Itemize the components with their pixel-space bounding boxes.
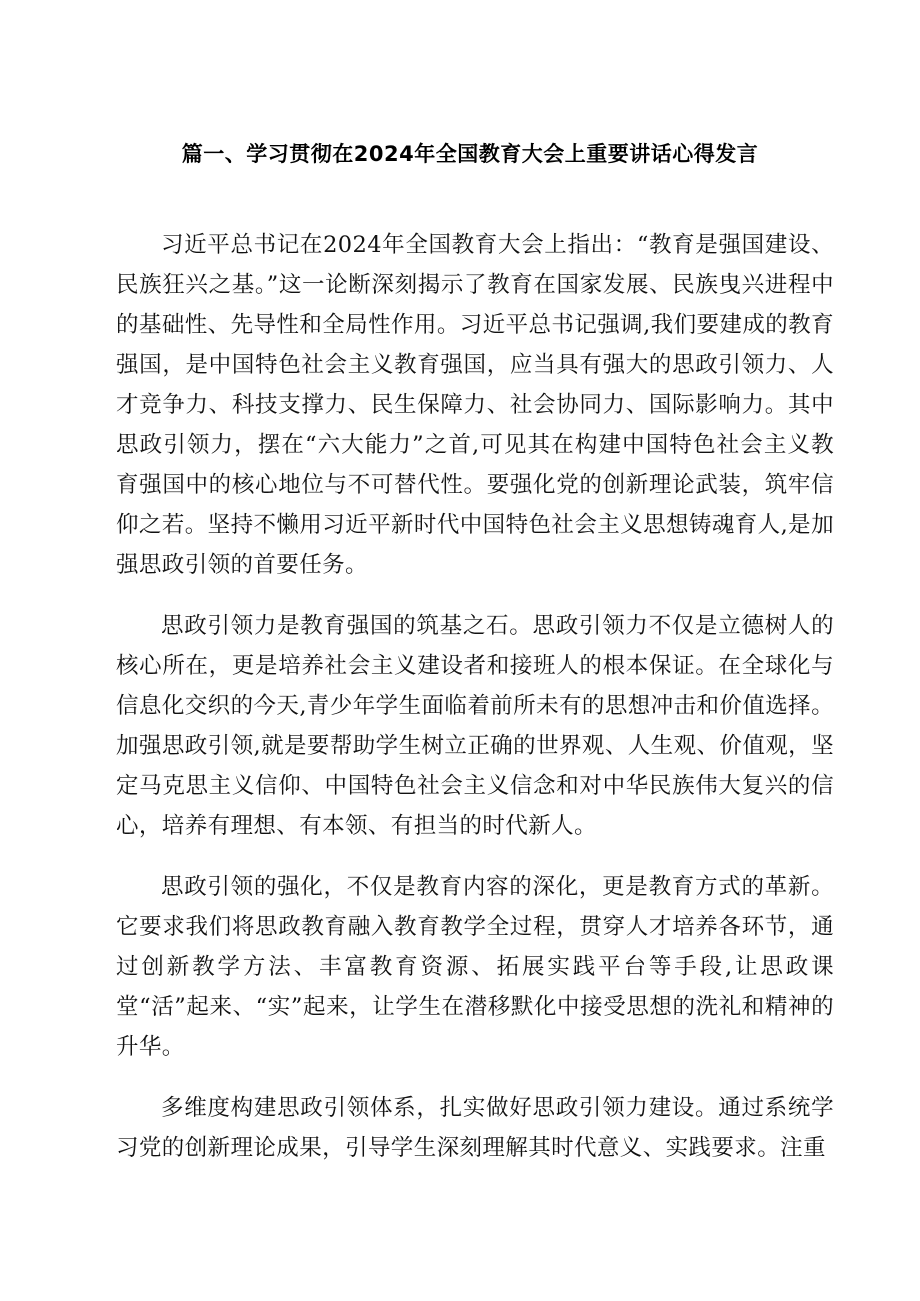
paragraph-1: 习近平总书记在2024年全国教育大会上指出：“教育是强国建设、民族狂兴之基。”这一论断深刻揭示了教育在国家发展、民族曳兴进程中的基础性、先导性和全局性作用。习近平总书记强调,我们要建成的教育强国，是中国特色社会主义教育强国，应当具有强大的思政引领力、人才竞争力、科技支撑力、民生保障力、社会协同力、国际影响力。其中思政引领力，摆在“六大能力”之首,可见其在构建中国特色社会主义教育强国中的核心地位与不可替代性。要强化党的创新理论武装，筑牢信仰之若。坚持不懒用习近平新时代中国特色社会主义思想铸魂育人,是加强思政引领的首要任务。	[116, 232, 834, 578]
paragraph-3: 思政引领的强化，不仅是教育内容的深化，更是教育方式的革新。它要求我们将思政教育融入教育教学全过程，贯穿人才培养各环节，通过创新教学方法、丰富教育资源、拓展实践平台等手段,让思政课堂“活”起来、“实”起来，让学生在潜移默化中接受思想的洗礼和精神的升华。	[116, 874, 834, 1060]
document-title: 篇一、学习贯彻在2024年全国教育大会上重要讲话心得发言	[181, 142, 759, 166]
paragraph-4: 多维度构建思政引领体系，扎实做好思政引领力建设。通过系统学习党的创新理论成果，引导学生深刻理解其时代意义、实践要求。注重	[116, 1095, 834, 1161]
paragraph-2: 思政引领力是教育强国的筑基之石。思政引领力不仅是立德树人的核心所在，更是培养社会主义建设者和接班人的根本保证。在全球化与信息化交织的今天,青少年学生面临着前所未有的思想冲击和价值选择。加强思政引领,就是要帮助学生树立正确的世界观、人生观、价值观，坚定马克思主义信仰、中国特色社会主义信念和对中华民族伟大复兴的信心，培养有理想、有本领、有担当的时代新人。	[116, 613, 834, 839]
document-body	[116, 225, 834, 1189]
